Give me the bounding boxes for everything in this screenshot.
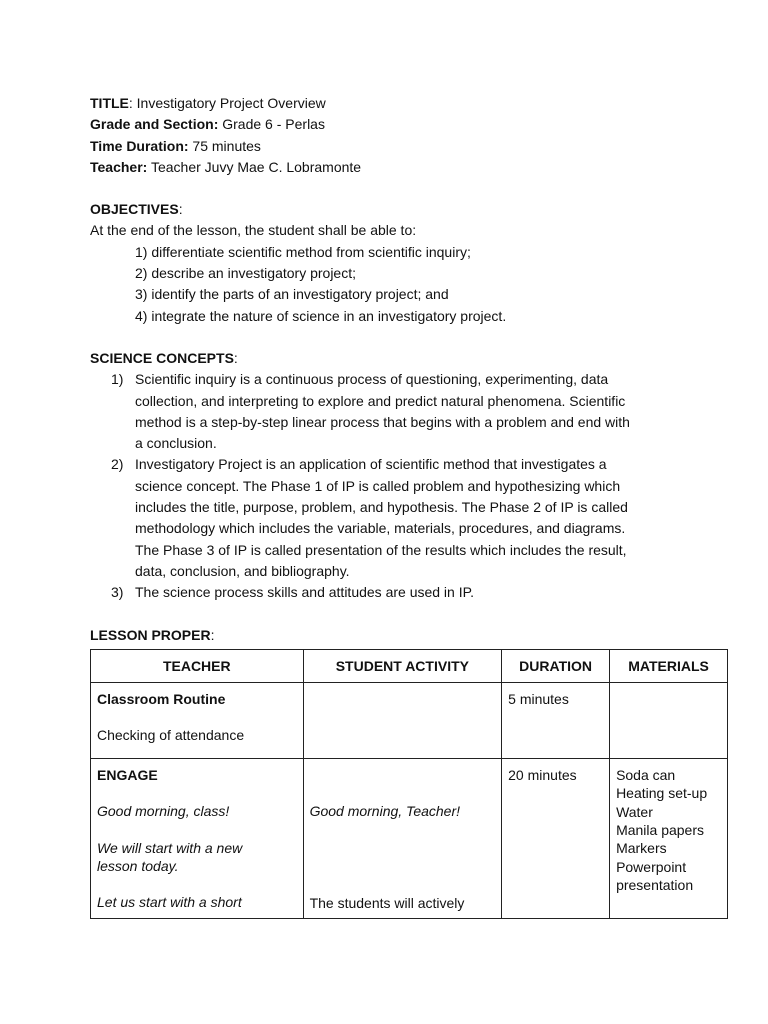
concept-line: The Phase 3 of IP is called presentation of the results which includes the result,	[135, 541, 627, 558]
lesson-plan-document	[90, 93, 730, 919]
material-item: Heating set-up	[616, 785, 708, 802]
concept-line: method is a step-by-step linear process that begins with a problem and end with	[135, 413, 630, 430]
engage-teacher-line: Good morning, class!	[97, 803, 230, 820]
concepts-list	[90, 369, 730, 603]
grade-line	[90, 114, 730, 135]
engage-title: ENGAGE	[97, 766, 158, 783]
routine-title: Classroom Routine	[97, 690, 226, 707]
column-header-materials: MATERIALS	[610, 649, 728, 682]
lesson-table	[90, 649, 728, 919]
objective-item: 3) identify the parts of an investigatory project; and	[135, 286, 449, 303]
concept-item	[90, 454, 675, 582]
material-item: presentation	[616, 877, 694, 894]
engage-teacher-line: Let us start with a short	[97, 894, 242, 911]
table-row	[91, 758, 728, 918]
title-value: : Investigatory Project Overview	[128, 95, 326, 111]
routine-detail: Checking of attendance	[97, 727, 245, 744]
objectives-heading: OBJECTIVES:	[90, 201, 183, 218]
concept-number: 3)	[111, 584, 124, 601]
engage-teacher-line: We will start with a new	[97, 839, 243, 856]
engage-materials-cell	[610, 758, 728, 918]
engage-student-line: Good morning, Teacher!	[309, 803, 461, 820]
column-header-teacher: TEACHER	[91, 649, 304, 682]
concept-line: a conclusion.	[135, 435, 217, 452]
objectives-intro: At the end of the lesson, the student shall be able to:	[90, 222, 417, 239]
concept-item	[90, 582, 675, 603]
concept-line: Investigatory Project is an application of scientific method that investigates a	[135, 456, 607, 473]
concept-line: collection, and interpreting to explore and predict natural phenomena. Scientific	[135, 392, 626, 409]
table-row	[91, 682, 728, 758]
concept-line: data, conclusion, and bibliography.	[135, 562, 350, 579]
concept-line: science concept. The Phase 1 of IP is called problem and hypothesizing which	[135, 477, 621, 494]
title-label: TITLE	[90, 95, 129, 111]
material-item: Powerpoint	[616, 858, 687, 875]
concept-line: The science process skills and attitudes are used in IP.	[135, 584, 475, 601]
duration-line	[90, 136, 730, 157]
routine-materials-cell	[610, 682, 728, 758]
material-item: Manila papers	[616, 822, 704, 839]
concept-number: 1)	[111, 371, 124, 388]
duration-label: Time Duration:	[90, 137, 189, 154]
concept-number: 2)	[111, 456, 124, 473]
objective-item: 4) integrate the nature of science in an investigatory project.	[135, 307, 507, 324]
objective-item: 1) differentiate scientific method from scientific inquiry;	[135, 243, 471, 260]
engage-duration-cell: 20 minutes	[502, 758, 610, 918]
engage-student-line: The students will actively	[309, 895, 465, 912]
teacher-value: Teacher Juvy Mae C. Lobramonte	[147, 158, 362, 175]
table-header-row	[91, 649, 728, 682]
column-header-student-activity: STUDENT ACTIVITY	[303, 649, 502, 682]
material-item: Markers	[616, 840, 667, 857]
lesson-heading: LESSON PROPER:	[90, 626, 215, 643]
teacher-label: Teacher:	[90, 158, 148, 175]
column-header-duration: DURATION	[502, 649, 610, 682]
concept-line: includes the title, purpose, problem, and hypothesis. The Phase 2 of IP is called	[135, 499, 628, 516]
routine-duration-cell: 5 minutes	[502, 682, 610, 758]
concept-item	[90, 369, 675, 454]
concept-line: Scientific inquiry is a continuous process of questioning, experimenting, data	[135, 371, 609, 388]
material-item: Soda can	[616, 766, 676, 783]
concepts-heading: SCIENCE CONCEPTS:	[90, 349, 238, 366]
grade-value: Grade 6 - Perlas	[218, 116, 325, 133]
grade-label: Grade and Section:	[90, 116, 219, 133]
objective-item: 2) describe an investigatory project;	[135, 265, 356, 282]
title-line	[90, 93, 730, 114]
routine-teacher-cell	[91, 682, 304, 758]
duration-value: 75 minutes	[188, 137, 261, 154]
material-item: Water	[616, 803, 653, 820]
concept-line: methodology which includes the variable, materials, procedures, and diagrams.	[135, 520, 626, 537]
teacher-line	[90, 157, 730, 178]
routine-student-cell	[303, 682, 502, 758]
engage-teacher-line: lesson today.	[97, 858, 179, 875]
engage-teacher-cell	[91, 758, 304, 918]
engage-student-cell	[303, 758, 502, 918]
